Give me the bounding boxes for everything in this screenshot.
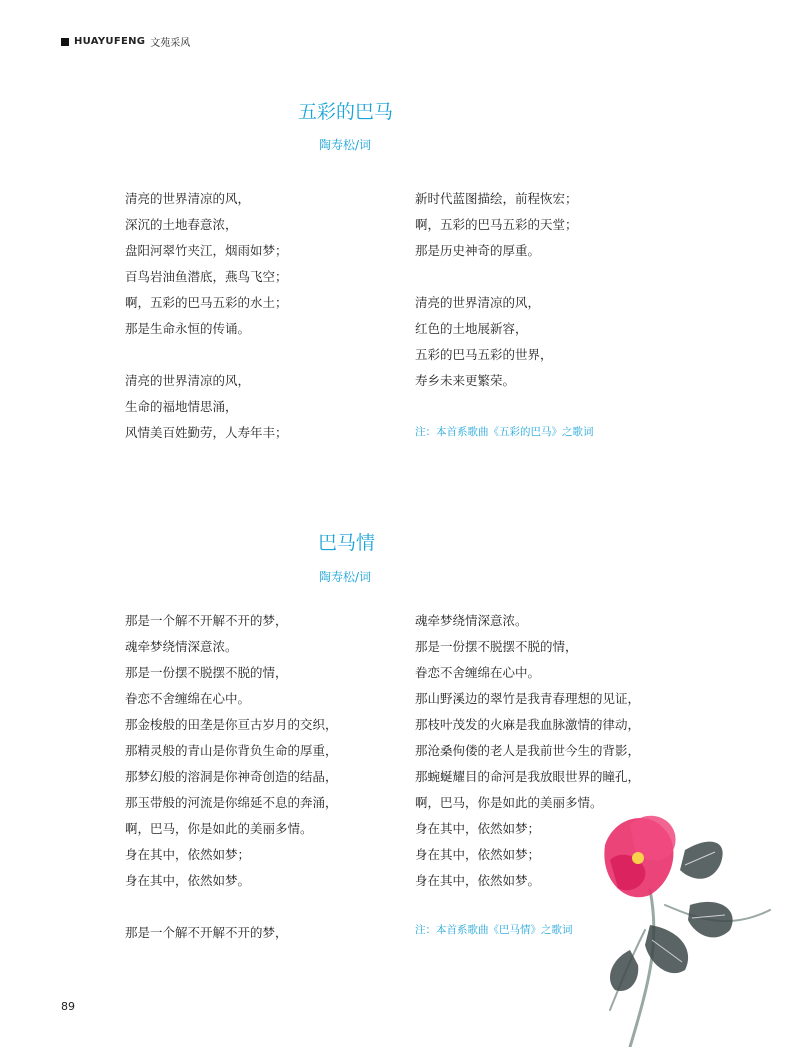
- poem-line: 眷恋不舍缠绵在心中。: [125, 691, 251, 706]
- poem-line: 魂牵梦绕情深意浓。: [125, 639, 238, 654]
- poem1-right-column: [415, 186, 578, 394]
- poem-line: 生命的福地情思涌，: [125, 399, 238, 414]
- header-section: 文苑采风: [150, 38, 191, 49]
- poem-line: 五彩的巴马五彩的世界，: [415, 347, 553, 362]
- poem-line: 清亮的世界清凉的风，: [125, 373, 251, 388]
- poem-line: 魂牵梦绕情深意浓。: [415, 613, 528, 628]
- poem-line: 那金梭般的田垄是你亘古岁月的交织，: [125, 717, 338, 732]
- poem-line: 新时代蓝图描绘，前程恢宏；: [415, 191, 578, 206]
- poem2-author: 陶寿松/词: [319, 570, 372, 584]
- page-number: 89: [61, 1000, 75, 1013]
- poem-line: 啊，巴马，你是如此的美丽多情。: [125, 821, 313, 836]
- poem-line: 那是一个解不开解不开的梦，: [125, 925, 288, 940]
- flower-illustration: [590, 810, 785, 1047]
- poem-line: 眷恋不舍缠绵在心中。: [415, 665, 541, 680]
- poem-line: 啊，五彩的巴马五彩的天堂；: [415, 217, 578, 232]
- poem1-title: 五彩的巴马: [298, 101, 394, 123]
- poem-line: 那是历史神奇的厚重。: [415, 243, 541, 258]
- poem-line: 深沉的土地春意浓，: [125, 217, 238, 232]
- poem-line: 身在其中，依然如梦；: [415, 821, 541, 836]
- poem2-title: 巴马情: [318, 532, 376, 554]
- header-square-icon: [61, 38, 69, 46]
- poem-line: 那玉带般的河流是你绵延不息的奔涌，: [125, 795, 338, 810]
- poem-line: 那是一份摆不脱摆不脱的情，: [415, 639, 578, 654]
- poem-line: 那枝叶茂发的火麻是我血脉激情的律动，: [415, 717, 641, 732]
- poem-line: 啊，五彩的巴马五彩的水土；: [125, 295, 288, 310]
- poem1-left-column: [125, 186, 288, 446]
- poem-line: 寿乡未来更繁荣。: [415, 373, 516, 388]
- poem2-left-column: [125, 608, 338, 946]
- poem-line: 那沧桑佝偻的老人是我前世今生的背影，: [415, 743, 641, 758]
- stanza-break: [125, 894, 338, 920]
- header-brand: HUAYUFENG: [74, 36, 146, 47]
- poem-line: 清亮的世界清凉的风，: [415, 295, 541, 310]
- flower-petals: [604, 816, 675, 897]
- poem-line: 身在其中，依然如梦。: [125, 873, 251, 888]
- poem-line: 那精灵般的青山是你背负生命的厚重，: [125, 743, 338, 758]
- poem-line: 百鸟岩油鱼潜底，燕鸟飞空；: [125, 269, 288, 284]
- poem-line: 那是一个解不开解不开的梦，: [125, 613, 288, 628]
- poem-line: 啊，巴马，你是如此的美丽多情。: [415, 795, 603, 810]
- poem-line: 盘阳河翠竹夹江，烟雨如梦；: [125, 243, 288, 258]
- poem-line: 身在其中，依然如梦；: [415, 847, 541, 862]
- poem-line: 那山野溪边的翠竹是我青春理想的见证，: [415, 691, 641, 706]
- poem-line: 身在其中，依然如梦；: [125, 847, 251, 862]
- stanza-break: [415, 264, 578, 290]
- poem-line: 身在其中，依然如梦。: [415, 873, 541, 888]
- poem2-note: 注：本首系歌曲《巴马情》之歌词: [415, 924, 573, 936]
- poem-line: 风情美百姓勤劳，人寿年丰；: [125, 425, 288, 440]
- poem-line: 那是生命永恒的传诵。: [125, 321, 251, 336]
- poem-line: 那梦幻般的溶洞是你神奇创造的结晶，: [125, 769, 338, 784]
- stanza-break: [125, 342, 288, 368]
- poem-line: 那是一份摆不脱摆不脱的情，: [125, 665, 288, 680]
- poem-line: 清亮的世界清凉的风，: [125, 191, 251, 206]
- page-header: [61, 34, 190, 49]
- poem-line: 红色的土地展新容，: [415, 321, 528, 336]
- poem1-author: 陶寿松/词: [319, 138, 372, 152]
- poem-line: 那蜿蜒耀目的命河是我放眼世界的瞳孔，: [415, 769, 641, 784]
- poem1-note: 注：本首系歌曲《五彩的巴马》之歌词: [415, 426, 594, 438]
